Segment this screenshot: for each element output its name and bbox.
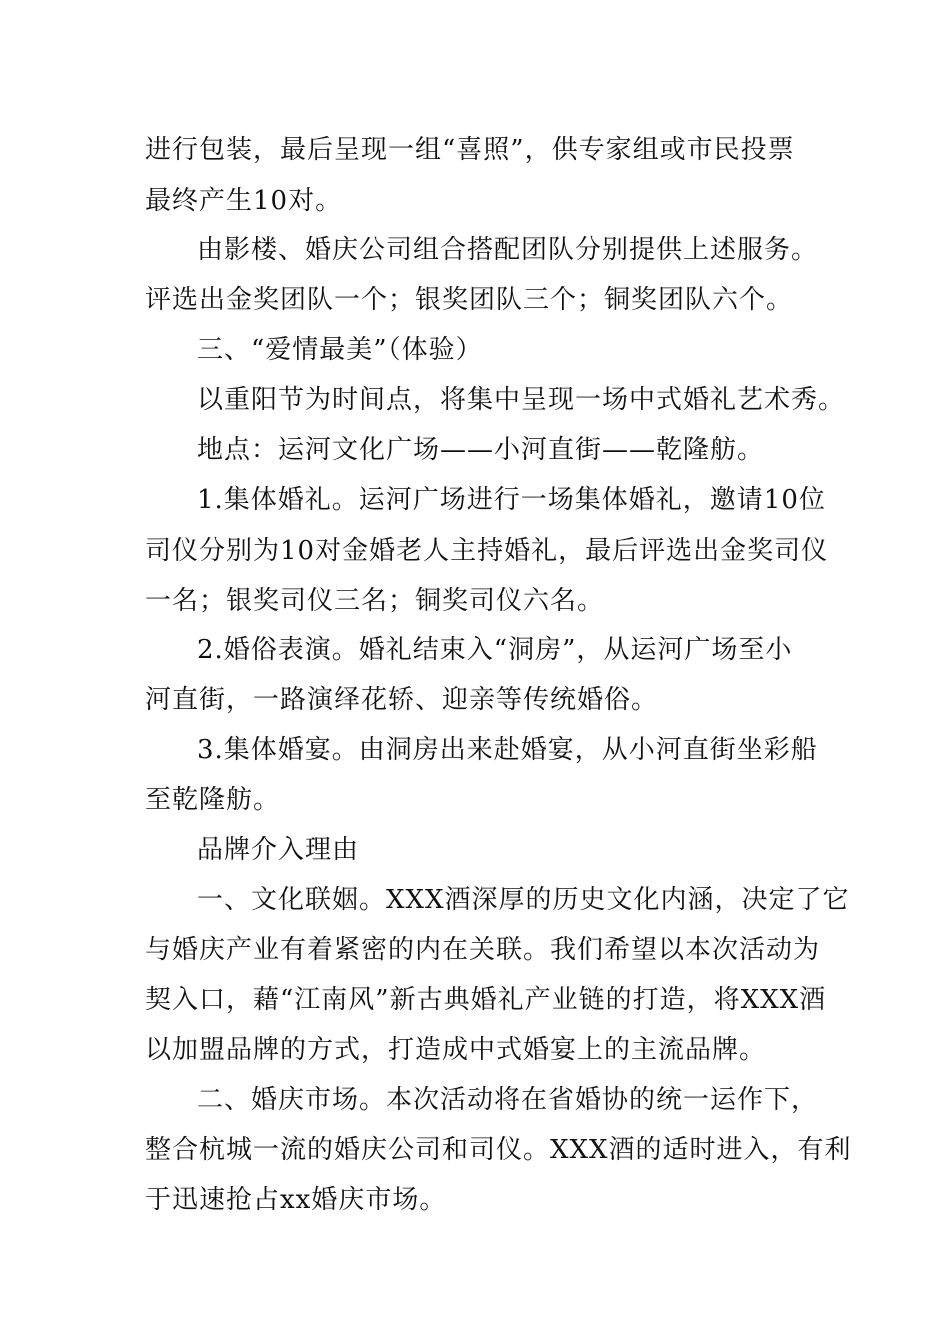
text-line: 二、婚庆市场。本次活动将在省婚协的统一运作下， — [197, 1085, 819, 1115]
text-line: 以加盟品牌的方式，打造成中式婚宴上的主流品牌。 — [145, 1035, 767, 1065]
text-line: 一名；银奖司仪三名；铜奖司仪六名。 — [145, 586, 605, 616]
text-line: 3.集体婚宴。由洞房出来赴婚宴，从小河直街坐彩船 — [197, 735, 818, 765]
text-line: 河直街，一路演绎花轿、迎亲等传统婚俗。 — [145, 685, 659, 715]
text-line: 司仪分别为10对金婚老人主持婚礼，最后评选出金奖司仪 — [145, 536, 829, 566]
text-line: 一、文化联姻。XXX酒深厚的历史文化内涵，决定了它 — [197, 885, 850, 915]
text-line: 最终产生10对。 — [145, 186, 343, 216]
text-line: 进行包装，最后呈现一组“喜照”，供专家组或市民投票 — [145, 135, 795, 165]
text-line: 以重阳节为时间点，将集中呈现一场中式婚礼艺术秀。 — [197, 385, 846, 415]
text-line: 整合杭城一流的婚庆公司和司仪。XXX酒的适时进入，有利 — [145, 1135, 852, 1165]
text-line: 于迅速抢占xx婚庆市场。 — [145, 1185, 447, 1215]
text-line: 评选出金奖团队一个；银奖团队三个；铜奖团队六个。 — [145, 285, 794, 315]
text-line: 契入口，藉“江南风”新古典婚礼产业链的打造，将XXX酒 — [145, 985, 827, 1015]
section-heading: 三、“爱情最美”（体验） — [197, 335, 483, 365]
text-line: 2.婚俗表演。婚礼结束入“洞房”，从运河广场至小 — [197, 635, 793, 665]
text-line: 与婚庆产业有着紧密的内在关联。我们希望以本次活动为 — [145, 935, 821, 965]
text-line: 至乾隆舫。 — [145, 785, 281, 815]
text-line: 1.集体婚礼。运河广场进行一场集体婚礼，邀请10位 — [197, 485, 826, 515]
text-line: 由影楼、婚庆公司组合搭配团队分别提供上述服务。 — [197, 235, 819, 265]
text-line: 地点：运河文化广场——小河直街——乾隆舫。 — [197, 435, 765, 465]
section-heading: 品牌介入理由 — [197, 835, 360, 865]
